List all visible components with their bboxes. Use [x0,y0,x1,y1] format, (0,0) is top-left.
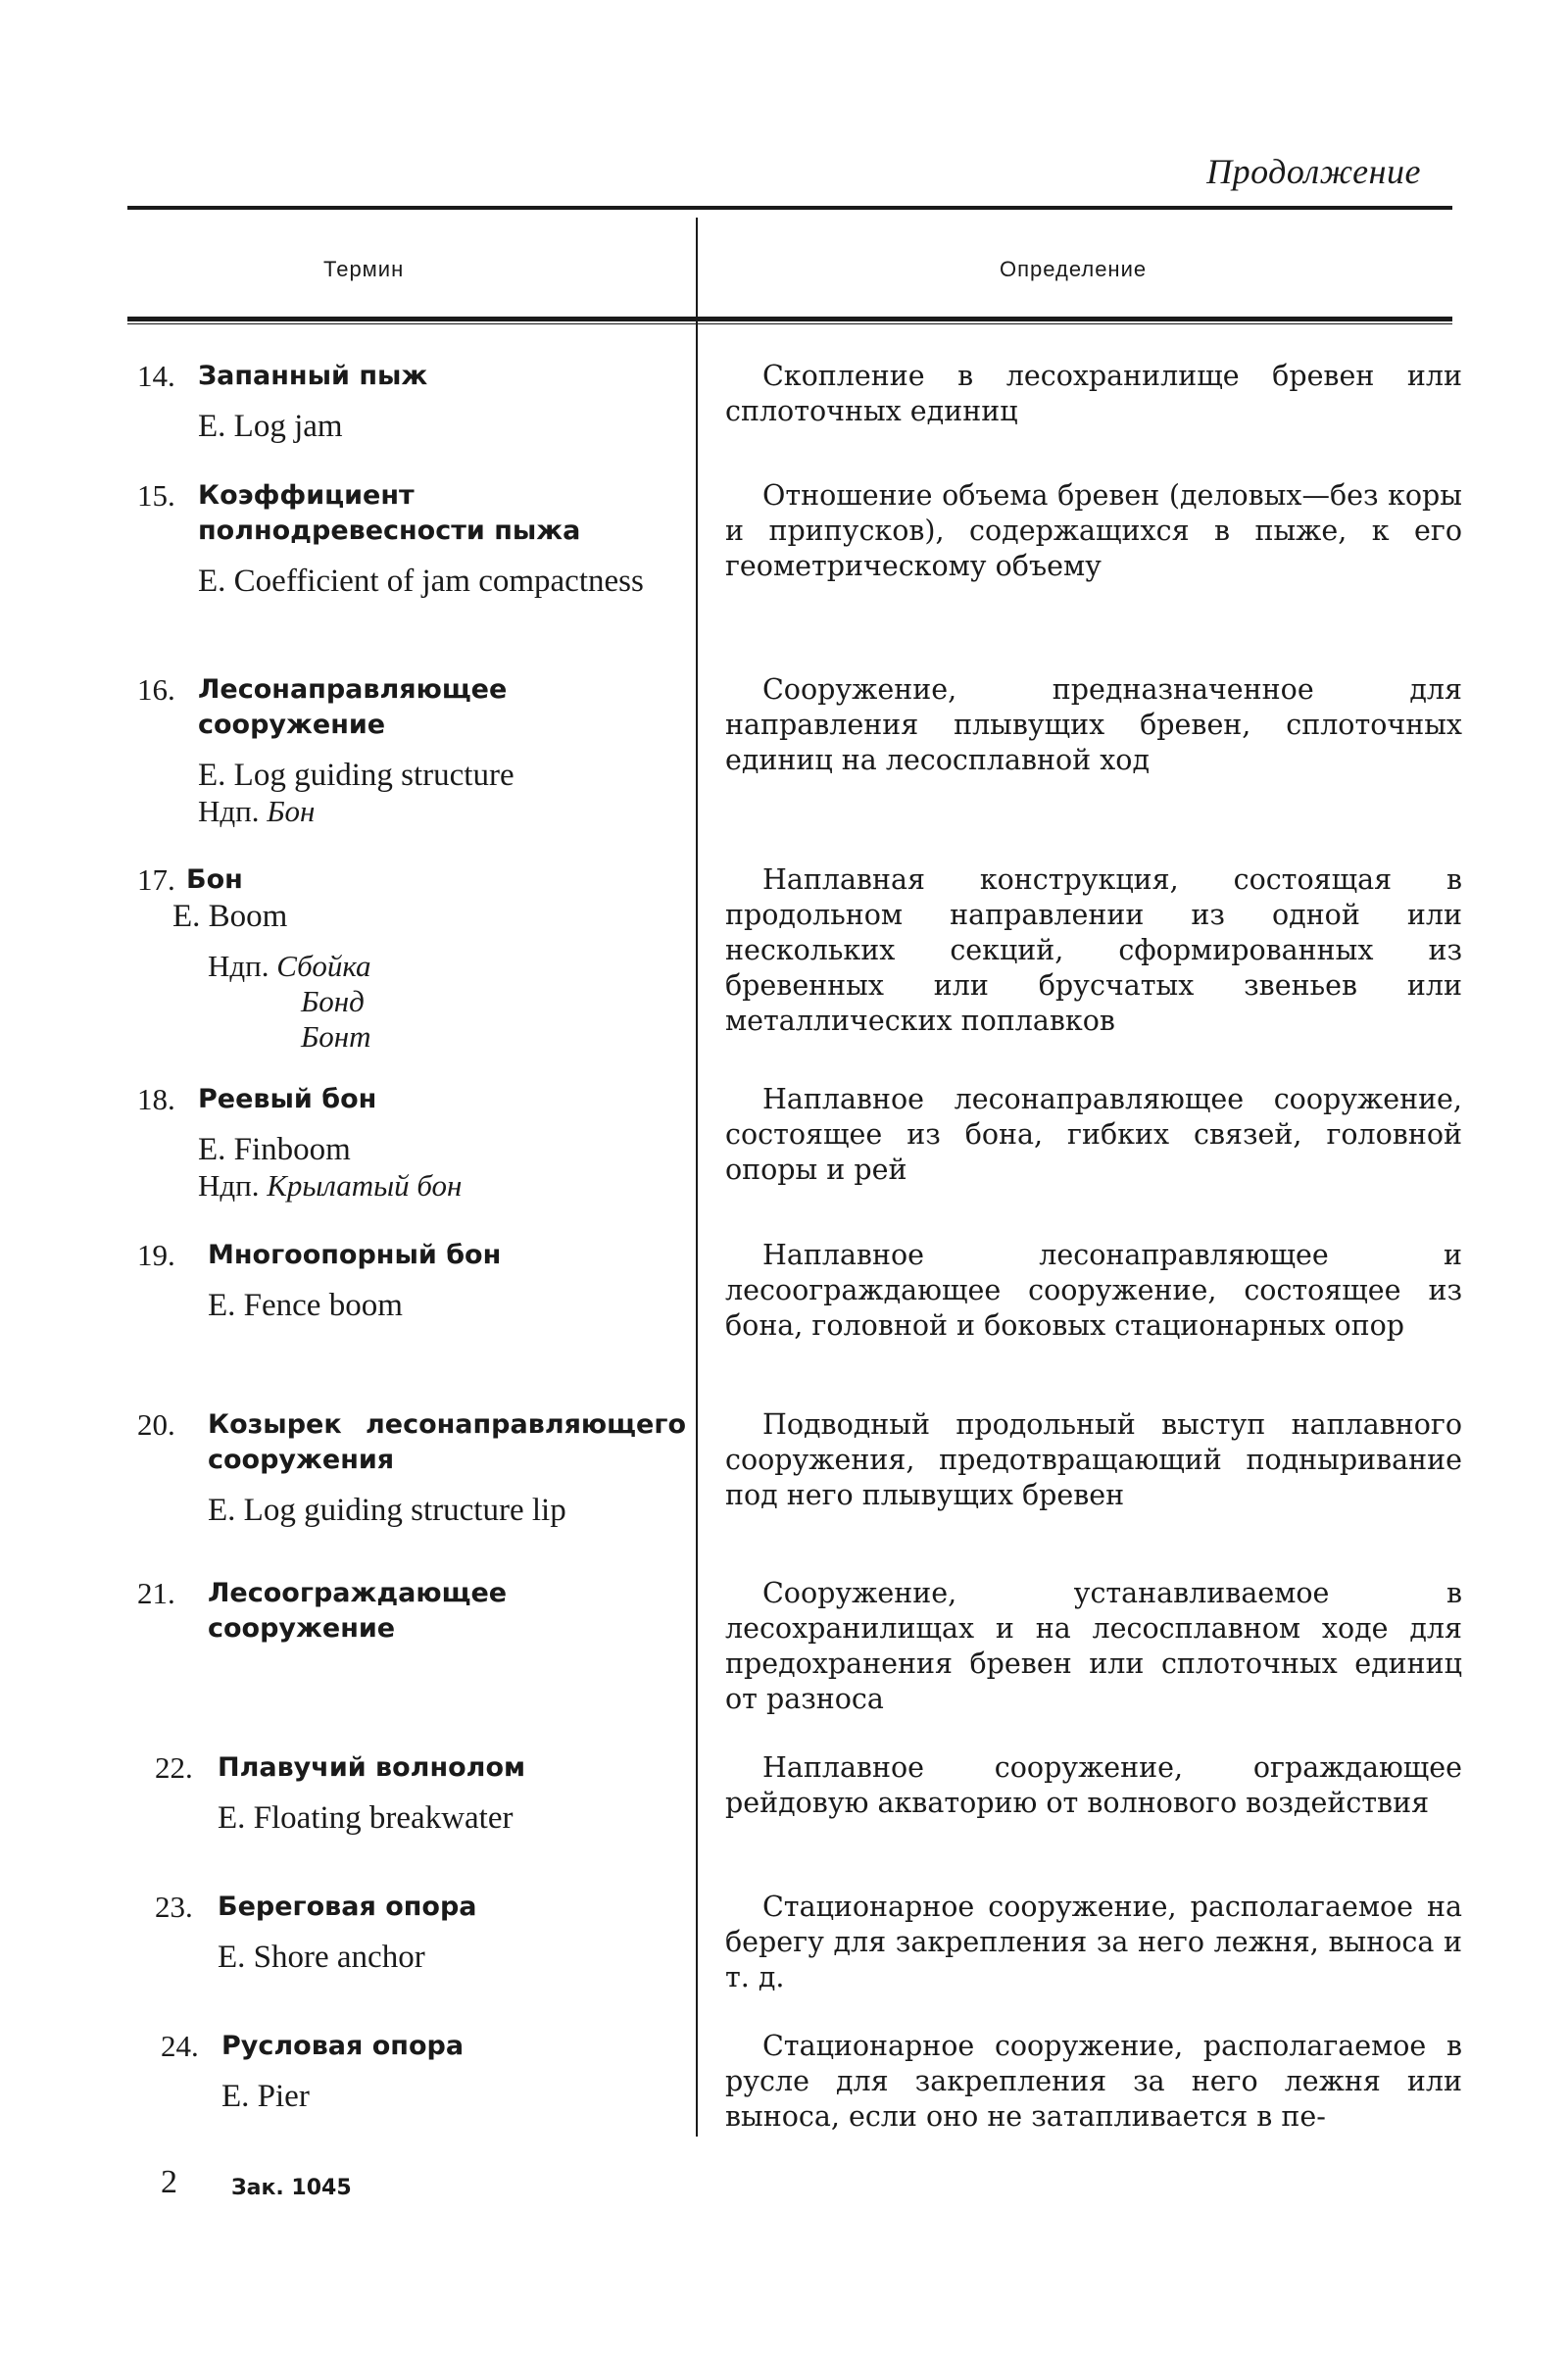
term-number: 23. [155,1890,193,1924]
definition-text: Подводный продольный выступ наплавного сооружения, предотвращающий подныривание под него плывущих бревен [725,1408,1462,1511]
term-cell [137,1576,686,1647]
english-equivalent: E. Log jam [198,409,343,444]
ndp-term: Сбойка [276,949,371,983]
english-equivalent: E. Boom [172,899,288,934]
ndp-label: Ндп. [198,794,260,828]
definition-cell [725,359,1462,429]
definition-text: Сооружение, устанавливаемое в лесохранилищах и на лесосплавном ходе для предохранения бревен или сплоточных единиц от разноса [725,1577,1462,1715]
definition-text: Отношение объема бревен (деловых—без коры и припусков), содержащихся в пыже, к его геометрическому объему [725,479,1462,582]
english-equivalent: E. Shore anchor [218,1940,425,1975]
definition-cell [725,1890,1462,1995]
print-order-number: Зак. 1045 [231,2176,352,2200]
term-name: Лесонаправляющее сооружение [198,674,508,740]
term-cell [137,672,686,829]
term-number: 19. [137,1238,175,1272]
header-rule [127,317,1452,321]
english-equivalent: E. Finboom [198,1132,351,1167]
term-number: 17. [137,862,175,897]
term-cell [137,1238,686,1324]
definition-cell [725,1082,1462,1188]
term-name: Русловая опора [221,2031,465,2061]
definition-text: Стационарное сооружение, располагаемое в русле для закрепления за него лежня или выноса, если оно не затапливается в пе- [725,2030,1462,2133]
definition-cell [725,1407,1462,1513]
english-equivalent: E. Pier [221,2079,310,2114]
term-number: 24. [161,2029,199,2063]
term-number: 15. [137,478,175,513]
ndp-term: Бон [267,794,316,828]
definition-cell [725,478,1462,584]
ndp-term: Бонт [301,1019,371,1054]
term-cell [137,1082,686,1204]
nonstandard-terms [208,949,686,1055]
term-number: 18. [137,1082,175,1116]
ndp-label: Ндп. [198,1168,260,1203]
term-name: Коэффициент полнодревесности пыжа [198,480,581,546]
term-cell [137,862,686,1055]
term-cell [137,1750,686,1837]
definition-cell [725,1750,1462,1821]
continuation-label: Продолжение [1206,152,1421,191]
english-equivalent: E. Log guiding structure lip [208,1493,566,1528]
definition-text: Наплавное лесонаправляющее и лесоограждающее сооружение, состоящее из бона, головной и боковых стационарных опор [725,1239,1462,1342]
column-divider [696,218,698,2137]
definition-text: Стационарное сооружение, располагаемое на берегу для закрепления за него лежня, выноса и т. д. [725,1891,1462,1993]
english-equivalent: E. Log guiding structure [198,758,514,793]
term-name: Лесоограждающее сооружение [208,1578,508,1644]
top-rule [127,206,1452,210]
definition-cell [725,672,1462,778]
term-cell [137,1890,686,1976]
term-cell [137,478,686,600]
ndp-term: Крылатый бон [267,1168,463,1203]
english-equivalent: E. Fence boom [208,1288,403,1323]
definition-text: Наплавное лесонаправляющее сооружение, состоящее из бона, гибких связей, головной опоры и рей [725,1083,1462,1186]
definition-text: Наплавная конструкция, состоящая в продольном направлении из одной или нескольких секций, сформированных из бревенных или брусчатых звеньев или металлических поплавков [725,863,1462,1037]
term-name: Многоопорный бон [208,1240,502,1270]
definition-cell [725,862,1462,1039]
term-name: Плавучий волнолом [218,1752,526,1783]
definition-cell [725,1238,1462,1344]
term-number: 21. [137,1576,175,1610]
term-number: 22. [155,1750,193,1785]
definition-text: Наплавное сооружение, ограждающее рейдовую акваторию от волнового воздействия [725,1751,1462,1819]
term-name: Бон [186,864,243,895]
term-cell [137,359,686,445]
column-header-term: Термин [323,257,405,281]
header-rule-thin [127,323,1452,324]
ndp-label: Ндп. [208,949,270,983]
definition-cell [725,2029,1462,2135]
term-number: 14. [137,359,175,393]
term-number: 20. [137,1407,175,1442]
nonstandard-term [198,1168,686,1204]
definition-text: Сооружение, предназначенное для направления плывущих бревен, сплоточных единиц на лесосплавной ход [725,673,1462,776]
term-name: Береговая опора [218,1892,477,1922]
term-name: Запанный пыж [198,361,428,391]
english-equivalent: E. Coefficient of jam compactness [198,564,644,599]
page-number: 2 [161,2164,177,2200]
term-number: 16. [137,672,175,707]
definition-text: Скопление в лесохранилище бревен или сплоточных единиц [725,360,1462,427]
ndp-term: Бонд [301,984,365,1018]
column-header-definition: Определение [1000,257,1148,281]
term-cell [137,1407,686,1529]
term-name: Козырек лесонаправляющего сооружения [208,1409,686,1475]
nonstandard-term [198,794,686,829]
term-name: Реевый бон [198,1084,377,1114]
term-cell [137,2029,686,2115]
definition-cell [725,1576,1462,1717]
ndp-line [208,949,686,984]
english-equivalent: E. Floating breakwater [218,1800,514,1836]
